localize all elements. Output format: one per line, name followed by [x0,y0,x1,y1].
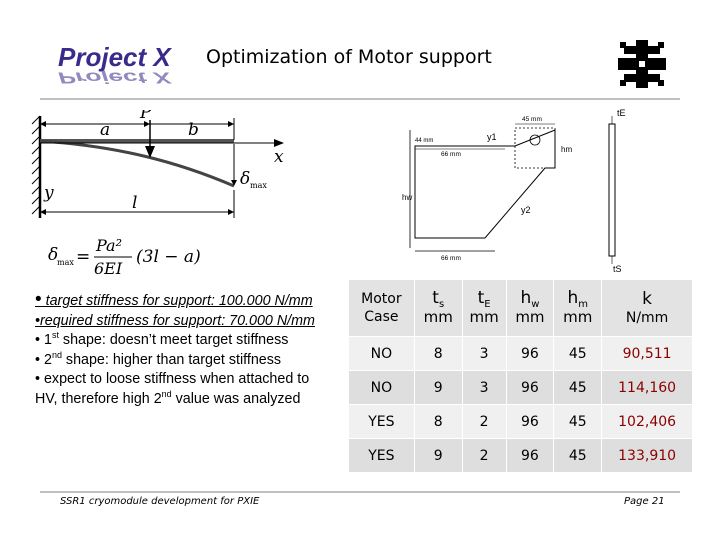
cell-hm: 45 [554,405,602,439]
col-tE: $t_E$ mm [462,280,506,337]
cell-hm: 45 [554,371,602,405]
col-motor-case: Motor Case [349,280,415,337]
formula-tail: (3l − a) [136,247,201,267]
beam-label-a: a [100,120,111,140]
col-hm: $h_m$ mm [554,280,602,337]
beam-label-delta-sub: max [250,181,267,190]
page-number: Page 21 [624,496,665,507]
formula-denominator: 6EI [94,259,123,278]
table-row [349,371,693,405]
dim-66-bottom-label: 66 mm [441,255,461,262]
bullet-list [35,290,335,409]
bullet-second-shape: • 2nd shape: higher than target stiffness [35,349,282,368]
motor-support-part-diagram [395,108,645,278]
cell-ts: 8 [414,337,462,371]
cell-ts: 9 [414,371,462,405]
cell-ts: 9 [414,439,462,473]
project-x-logo [56,40,186,92]
cell-k: 90,511 [602,337,693,371]
footer-left-text: SSR1 cryomodule development for PXIE [60,496,260,507]
cell-tE: 2 [462,405,506,439]
formula-equals: = [76,247,91,267]
dim-66-top-label: 66 mm [441,151,461,158]
beam-label-x: x [274,147,284,167]
bullet-expect-loose: • expect to loose stiffness when attached to HV, therefore high 2nd value was analyzed [35,371,310,407]
cell-tE: 2 [462,439,506,473]
table-row [349,405,693,439]
formula-delta: δ [48,245,59,265]
beam-label-P: P [140,110,152,123]
beam-label-b: b [188,120,199,140]
cell-case: NO [349,371,415,405]
beam-label-y: y [44,183,54,203]
bullet-required-stiffness: •required stiffness for support: 70.000 N/mm [35,312,315,329]
tS-label: tS [613,264,622,274]
logo-reflection: Project X [58,68,171,87]
col-ts: $t_s$ mm [414,280,462,337]
beam-label-delta: δ [240,169,251,189]
cell-tE: 3 [462,371,506,405]
col-hw: $h_w$ mm [506,280,554,337]
cantilever-beam-diagram [28,110,298,280]
fermilab-logo-icon [616,38,668,90]
bullet-target-stiffness: • target stiffness for support: 100.000 N/mm [35,289,313,310]
page-title: Optimization of Motor support [206,46,492,68]
table-header-row [349,280,693,337]
formula-numerator: Pa² [96,236,122,255]
cell-case: NO [349,337,415,371]
beam-label-l: l [132,193,138,213]
y2-label: y2 [521,205,531,215]
cell-k: 133,910 [602,439,693,473]
dim-45-label: 45 mm [522,116,542,123]
stiffness-table [348,279,693,473]
table-row [349,439,693,473]
cell-hm: 45 [554,439,602,473]
cell-case: YES [349,439,415,473]
cell-hw: 96 [506,405,554,439]
bullet-first-shape: • 1st shape: doesn’t meet target stiffness [35,330,289,348]
cell-hw: 96 [506,439,554,473]
y1-label: y1 [487,132,497,142]
table-row [349,337,693,371]
cell-hm: 45 [554,337,602,371]
cell-tE: 3 [462,337,506,371]
cell-hw: 96 [506,337,554,371]
header-divider [40,98,680,100]
formula-delta-sub: max [57,258,74,267]
hm-label: hm [561,145,573,154]
cell-k: 114,160 [602,371,693,405]
cell-ts: 8 [414,405,462,439]
dim-44-label: 44 mm [415,138,434,144]
hw-label: hw [402,193,413,202]
footer-divider [40,491,680,493]
tE-label: tE [617,108,626,118]
cell-hw: 96 [506,371,554,405]
cell-k: 102,406 [602,405,693,439]
col-k: k N/mm [602,280,693,337]
logo-text: Project X [58,42,171,72]
cell-case: YES [349,405,415,439]
